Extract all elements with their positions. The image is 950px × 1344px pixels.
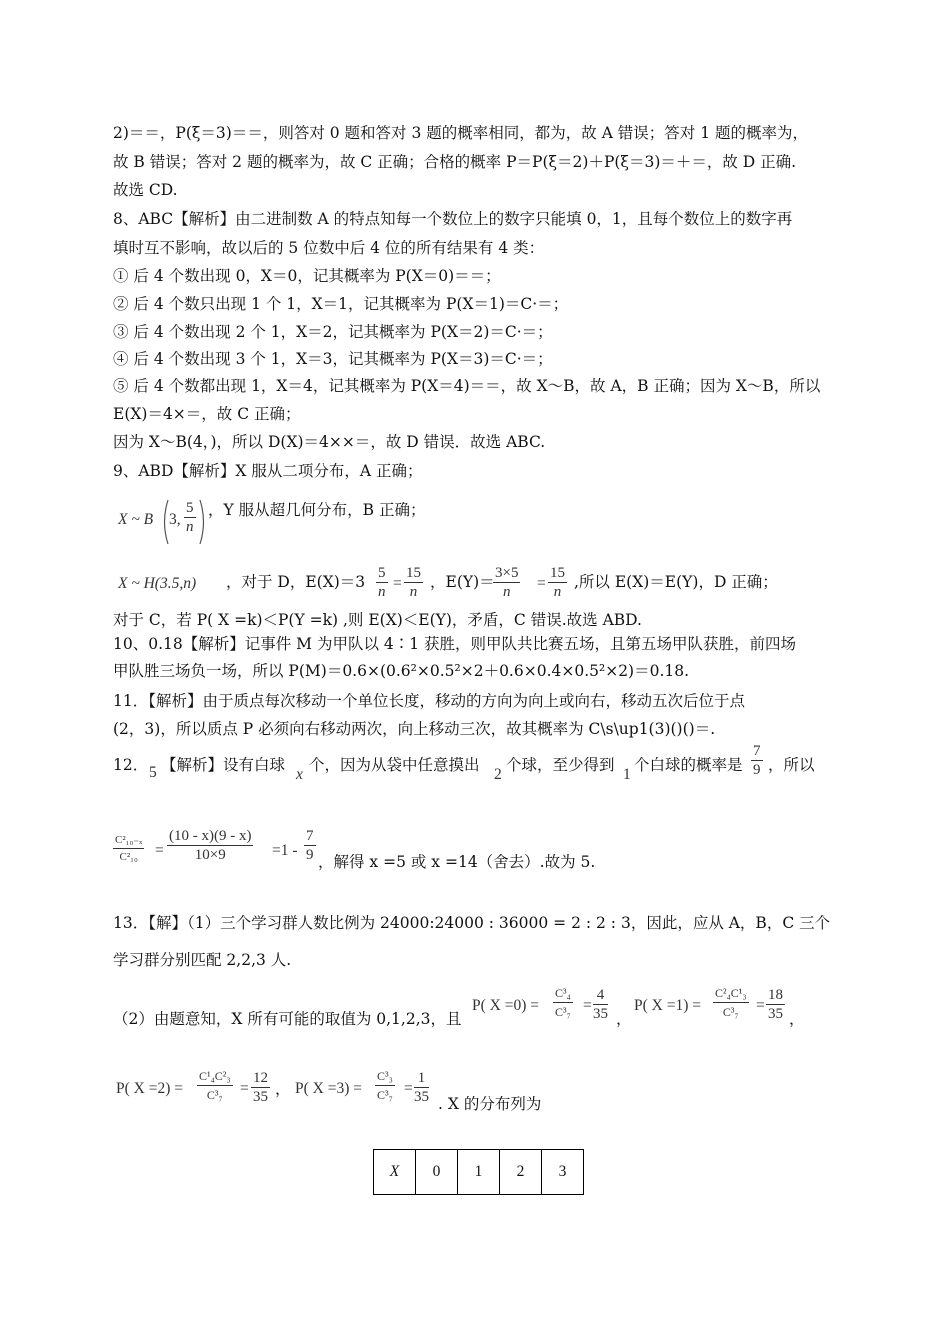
text-line-9: ④ 后 4 个数出现 3 个 1，X＝3，记其概率为 P(X＝3)＝C·＝； xyxy=(113,350,553,368)
text-line-4: 8、ABC【解析】由二进制数 A 的特点知每一个数位上的数字只能填 0，1，且每个数位上的数字再 xyxy=(113,210,793,228)
equals-sign-3: = xyxy=(155,842,164,859)
text-line-15b: ，E(Y)＝ xyxy=(430,573,495,591)
text-line-3: 故选 CD. xyxy=(113,181,178,199)
text-line-21a: 【解析】设有白球 xyxy=(161,756,286,774)
fraction-C24C13-C37: $\frac{\text{C²₄C¹₃}}{\text{C³₇}}$ xyxy=(715,986,747,1019)
num-2: 2 xyxy=(494,766,502,783)
comma-1: ， xyxy=(616,1010,632,1028)
table-cell-3: 3 xyxy=(542,1150,584,1195)
fraction-18-over-35: $\frac{18}{35}$ xyxy=(768,987,783,1022)
fraction-5-over-n: $\frac{5}{n}$ xyxy=(186,500,194,535)
item-12-number: 12． xyxy=(113,756,149,774)
table-cell-1: 1 xyxy=(458,1150,500,1195)
text-line-2: 故 B 错误；答对 2 题的概率为，故 C 正确；合格的概率 P＝P(ξ＝2)＋P(ξ＝3)＝＋＝，故 D 正确. xyxy=(113,153,797,171)
text-line-17: 10、0.18【解析】记事件 M 为甲队以 4∶1 获胜，则甲队共比赛五场，且第五场甲队获胜，前四场 xyxy=(113,635,797,653)
fraction-15-over-n: $\frac{15}{n}$ xyxy=(406,565,421,600)
answer-5: 5 xyxy=(149,764,157,781)
equals-sign-6: = xyxy=(240,1080,249,1097)
text-line-24: 学习群分别匹配 2,2,3 人. xyxy=(113,951,292,969)
text-line-5: 填时互不影响，故以后的 5 位数中后 4 位的所有结果有 4 类： xyxy=(113,239,545,257)
text-line-26: . X 的分布列为 xyxy=(438,1095,542,1113)
text-line-7: ② 后 4 个数只出现 1 个 1，X＝1，记其概率为 P(X＝1)＝C·＝； xyxy=(113,295,569,313)
fraction-15-over-n-b: $\frac{15}{n}$ xyxy=(550,565,565,600)
fraction-4-over-35: $\frac{4}{35}$ xyxy=(593,987,608,1022)
fraction-3x5-over-n: $\frac{3\times 5}{n}$ xyxy=(495,565,519,600)
text-line-13: 9、ABD【解析】X 服从二项分布，A 正确； xyxy=(113,462,423,480)
comma-2: ， xyxy=(789,1010,805,1028)
text-line-22: ，解得 x =5 或 x =14（舍去）.故为 5. xyxy=(318,853,596,871)
num-1: 1 xyxy=(623,766,631,783)
text-line-11: E(X)＝4×＝，故 C 正确； xyxy=(113,405,301,423)
distribution-table xyxy=(373,1149,584,1195)
text-line-21b: 个，因为从袋中任意摸出 xyxy=(309,756,480,774)
fraction-12-over-35: $\frac{12}{35}$ xyxy=(253,1070,268,1105)
text-line-6: ① 后 4 个数出现 0，X＝0，记其概率为 P(X＝0)＝＝； xyxy=(113,267,501,285)
equals-sign-4: = xyxy=(583,997,592,1014)
text-line-16: 对于 C，若 P( X =k)＜P(Y =k) ,则 E(X)＜E(Y)，矛盾，C 错误.故选 ABD. xyxy=(113,611,642,629)
fraction-product: $\frac{(10 - x)(9 - x)}{10\times 9}$ xyxy=(169,828,252,863)
table-cell-2: 2 xyxy=(500,1150,542,1195)
text-line-21d: 个白球的概率是 xyxy=(634,756,743,774)
binomial-expr: X ~ B xyxy=(118,511,154,528)
var-x: x xyxy=(296,766,303,783)
text-line-10: ⑤ 后 4 个数都出现 1，X＝4，记其概率为 P(X＝4)＝＝，故 X～B，故 A，B 正确；因为 X～B，所以 xyxy=(113,377,821,395)
table-cell-0: 0 xyxy=(416,1150,458,1195)
text-line-18: 甲队胜三场负一场，所以 P(M)＝0.6×(0.6²×0.5²×2＋0.6×0.4×0.5²×2)＝0.18. xyxy=(113,662,690,680)
text-line-19: 11．【解析】由于质点每次移动一个单位长度，移动的方向为向上或向右，移动五次后位于点 xyxy=(113,692,745,710)
fraction-C34-C37: $\frac{\text{C³₄}}{\text{C³₇}}$ xyxy=(555,986,571,1019)
fraction-7-over-9: $\frac{7}{9}$ xyxy=(753,743,761,778)
text-line-23: 13．【解】（1）三个学习群人数比例为 24000:24000 : 36000 = 2 : 2 : 3，因此，应从 A，B，C 三个 xyxy=(113,914,831,932)
prob-x0-label: P( X =0) = xyxy=(472,997,539,1014)
prob-x2-label: P( X =2) = xyxy=(116,1080,183,1097)
text-line-15a: ，对于 D，E(X)＝3 xyxy=(226,573,366,591)
text-line-12: 因为 X～B(4，)，所以 D(X)＝4××＝，故 D 错误．故选 ABC. xyxy=(113,433,546,451)
one-minus: =1 - xyxy=(272,842,298,859)
text-line-15c: ,所以 E(X)＝E(Y)，D 正确； xyxy=(574,573,778,591)
binomial-args: 3, xyxy=(169,511,181,528)
text-line-1: 2)＝＝，P(ξ＝3)＝＝，则答对 0 题和答对 3 题的概率相同，都为，故 A 错误；答对 1 题的概率为， xyxy=(113,124,809,142)
equals-sign-7: = xyxy=(404,1080,413,1097)
text-line-21c: 个球，至少得到 xyxy=(506,756,615,774)
equals-sign: = xyxy=(393,575,402,592)
fraction-C-ratio: $\frac{\text{C²₁₀₋ₓ}}{\text{C²₁₀}}$ xyxy=(115,834,143,863)
fraction-1-over-35: $\frac{1}{35}$ xyxy=(414,1070,429,1105)
text-line-8: ③ 后 4 个数出现 2 个 1，X＝2，记其概率为 P(X＝2)＝C·＝； xyxy=(113,323,553,341)
prob-x1-label: P( X =1) = xyxy=(634,997,701,1014)
text-line-20: (2，3)，所以质点 P 必须向右移动两次，向上移动三次，故其概率为 C\s\up1(3)()()＝. xyxy=(113,720,716,738)
fraction-7-over-9-b: $\frac{7}{9}$ xyxy=(306,828,314,863)
text-line-14: ，Y 服从超几何分布，B 正确； xyxy=(208,501,426,519)
equals-sign-5: = xyxy=(756,997,765,1014)
fraction-C33-C37: $\frac{\text{C³₃}}{\text{C³₇}}$ xyxy=(377,1069,393,1102)
hypergeometric-expr: X ~ H(3.5,n) xyxy=(118,575,197,592)
table-row xyxy=(374,1150,584,1195)
equals-sign-2: = xyxy=(537,575,546,592)
table-cell-x: X xyxy=(374,1150,416,1195)
text-line-21e: ，所以 xyxy=(768,756,815,774)
text-line-25: （2）由题意知，X 所有可能的取值为 0,1,2,3，且 xyxy=(113,1010,462,1028)
prob-x3-label: P( X =3) = xyxy=(295,1080,362,1097)
comma-3: ， xyxy=(275,1080,291,1098)
fraction-C14C23-C37: $\frac{\text{C¹₄C²₃}}{\text{C³₇}}$ xyxy=(199,1069,231,1102)
fraction-5-over-n-b: $\frac{5}{n}$ xyxy=(378,565,386,600)
